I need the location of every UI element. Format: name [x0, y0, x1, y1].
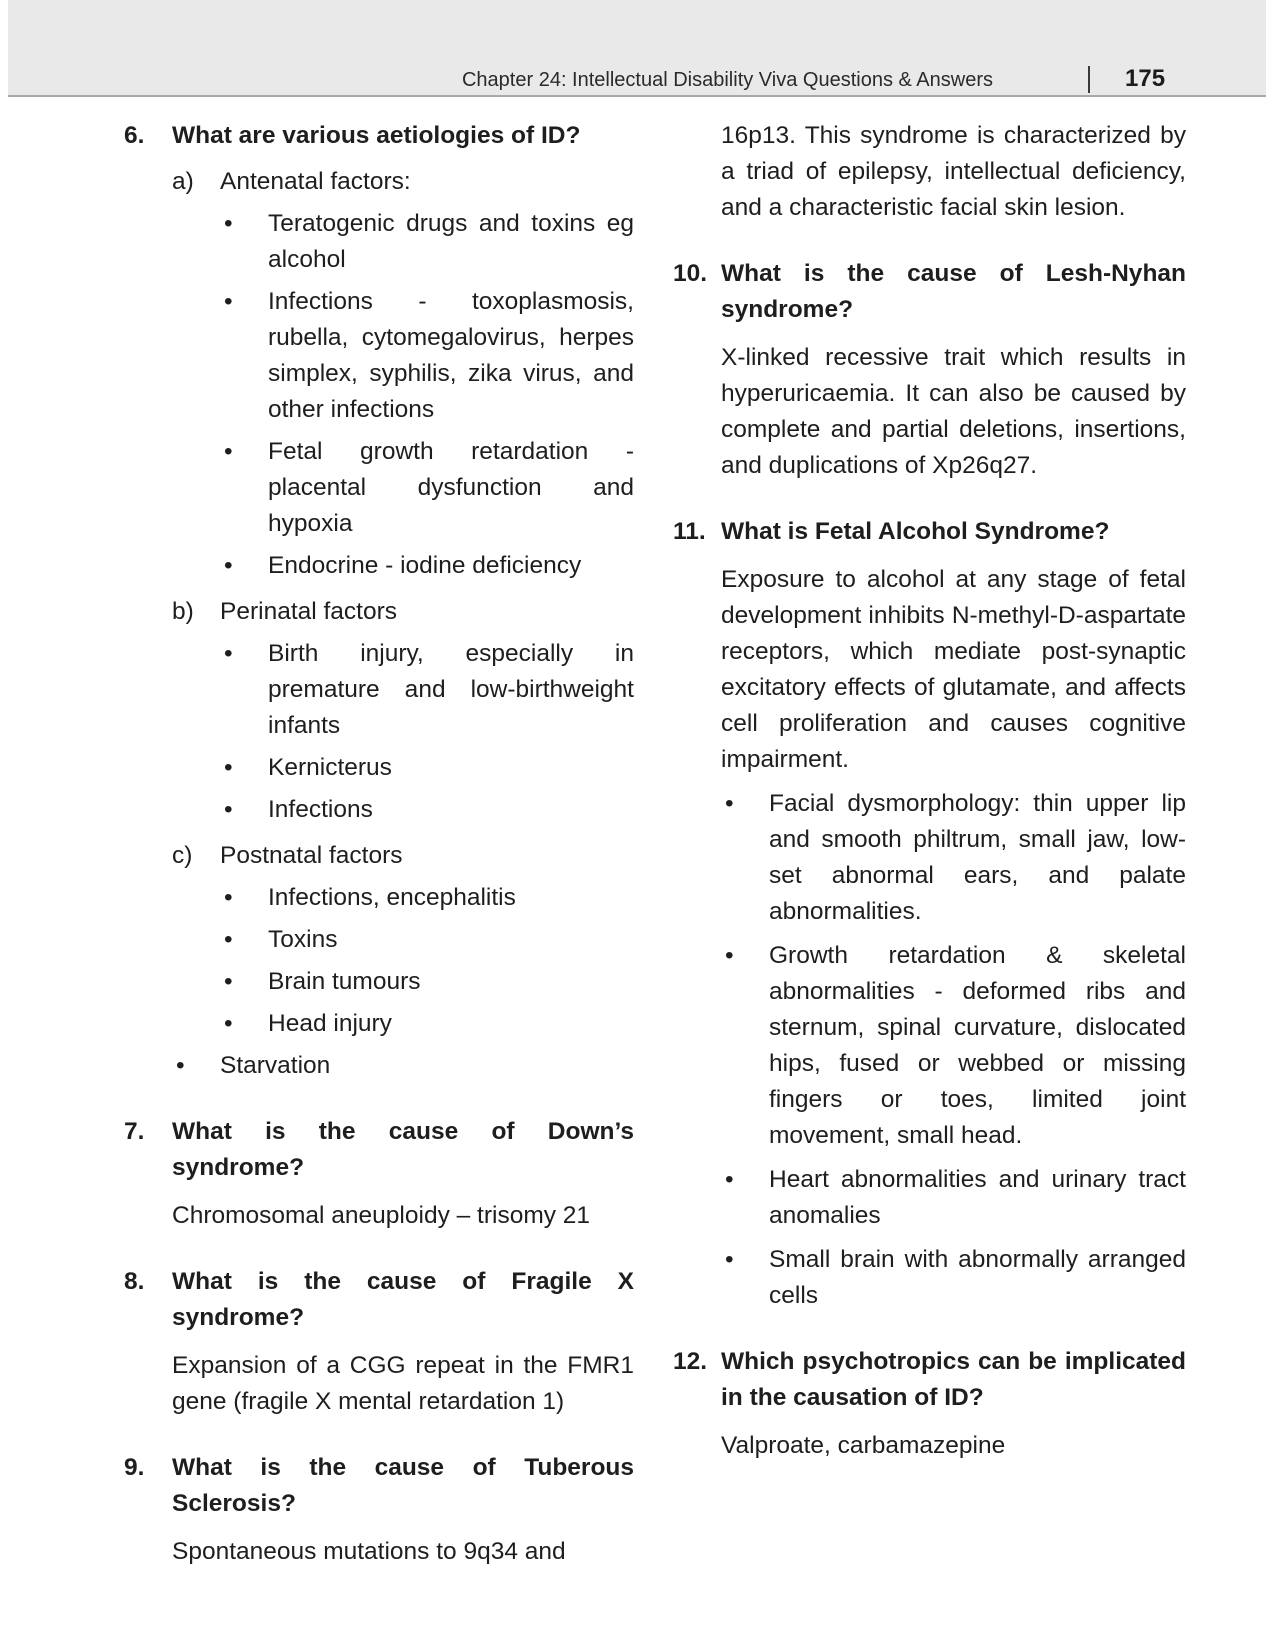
bullet-icon: •: [224, 288, 233, 315]
bullet-icon: •: [725, 1246, 734, 1273]
answer-text: Expansion of a CGG repeat in the FMR1 gene (fragile X mental retardation 1): [172, 1352, 634, 1415]
left-column: [124, 118, 634, 1570]
page-number: 175: [1125, 65, 1166, 92]
question-number: 10.: [673, 260, 708, 287]
list-item: • Infections: [124, 792, 634, 828]
question-number: 6.: [124, 122, 145, 149]
sub-title: Perinatal factors: [220, 598, 398, 625]
right-column: [673, 118, 1186, 1464]
question-11: [673, 514, 1186, 550]
question-8: [124, 1264, 634, 1336]
running-head: Chapter 24: Intellectual Disability Viva Questions & Answers: [461, 69, 993, 91]
bullet-icon: •: [224, 968, 233, 995]
question-number: 12.: [673, 1348, 708, 1375]
list-item: • Birth injury, especially in premature and low-birthweight infants: [124, 636, 634, 744]
bullet-icon: •: [725, 790, 734, 817]
answer-text: Chromosomal aneuploidy – trisomy 21: [172, 1202, 591, 1229]
bullet-icon: •: [224, 640, 233, 667]
question-text: What is Fetal Alcohol Syndrome?: [721, 518, 1110, 545]
list-item: • Small brain with abnormally arranged cells: [673, 1242, 1186, 1314]
question-text: Which psychotropics can be implicated in the causation of ID?: [721, 1348, 1186, 1411]
question-number: 8.: [124, 1268, 145, 1295]
list-item: • Growth retardation & skeletal abnormalities - deformed ribs and sternum, spinal curvature, dislocated hips, fused or webbed or missing fingers or toes, limited joint movement, small head.: [673, 938, 1186, 1154]
list-item: • Heart abnormalities and urinary tract anomalies: [673, 1162, 1186, 1234]
list-item: • Facial dysmorphology: thin upper lip and smooth philtrum, small jaw, low-set abnormal ears, and palate abnormalities.: [673, 786, 1186, 930]
bullet-icon: •: [224, 926, 233, 953]
answer-text: Exposure to alcohol at any stage of fetal development inhibits N-methyl-D-aspartate receptors, which mediate post-synaptic excitatory effects of glutamate, and affects cell proliferation and causes cognitive impairment.: [721, 566, 1186, 773]
question-12: [673, 1344, 1186, 1416]
question-7: [124, 1114, 634, 1186]
bullet-icon: •: [224, 884, 233, 911]
header-separator: [1088, 66, 1090, 93]
question-text: What is the cause of Tuberous Sclerosis?: [172, 1454, 634, 1517]
list-item: • Brain tumours: [124, 964, 634, 1000]
bullet-icon: •: [224, 754, 233, 781]
answer-text: X-linked recessive trait which results in hyperuricaemia. It can also be caused by complete and partial deletions, insertions, and duplications of Xp26q27.: [721, 344, 1186, 479]
subheading-perinatal: [124, 594, 634, 630]
question-text: What are various aetiologies of ID?: [172, 122, 581, 149]
list-item: • Fetal growth retardation - placental dysfunction and hypoxia: [124, 434, 634, 542]
question-text: What is the cause of Fragile X syndrome?: [172, 1268, 634, 1331]
question-text: What is the cause of Down’s syndrome?: [172, 1118, 634, 1181]
sub-label: b): [172, 598, 194, 625]
bullet-icon: •: [224, 210, 233, 237]
subheading-postnatal: [124, 838, 634, 874]
answer-text: Valproate, carbamazepine: [721, 1432, 1006, 1459]
bullet-icon: •: [224, 552, 233, 579]
bullet-icon: •: [176, 1052, 185, 1079]
question-number: 11.: [673, 518, 706, 545]
list-item: • Infections - toxoplasmosis, rubella, cytomegalovirus, herpes simplex, syphilis, zika virus, and other infections: [124, 284, 634, 428]
list-item: • Kernicterus: [124, 750, 634, 786]
bullet-icon: •: [224, 1010, 233, 1037]
list-item: • Endocrine - iodine deficiency: [124, 548, 634, 584]
list-item: • Toxins: [124, 922, 634, 958]
question-text: What is the cause of Lesh-Nyhan syndrome?: [721, 260, 1186, 323]
list-item: • Teratogenic drugs and toxins eg alcohol: [124, 206, 634, 278]
answer-text: Spontaneous mutations to 9q34 and: [172, 1538, 566, 1565]
sub-label: c): [172, 842, 193, 869]
question-9: [124, 1450, 634, 1522]
sub-label: a): [172, 168, 194, 195]
subheading-antenatal: [124, 164, 634, 200]
bullet-icon: •: [224, 796, 233, 823]
question-number: 9.: [124, 1454, 145, 1481]
question-10: [673, 256, 1186, 328]
bullet-icon: •: [725, 1166, 734, 1193]
sub-title: Antenatal factors:: [220, 168, 411, 195]
list-item: • Head injury: [124, 1006, 634, 1042]
bullet-icon: •: [224, 438, 233, 465]
bullet-icon: •: [725, 942, 734, 969]
list-item: • Infections, encephalitis: [124, 880, 634, 916]
answer-continuation: 16p13. This syndrome is characterized by a triad of epilepsy, intellectual deficiency, and a characteristic facial skin lesion.: [721, 122, 1186, 221]
question-number: 7.: [124, 1118, 145, 1145]
question-6: [124, 118, 634, 154]
list-item: • Starvation: [124, 1048, 634, 1084]
sub-title: Postnatal factors: [220, 842, 403, 869]
